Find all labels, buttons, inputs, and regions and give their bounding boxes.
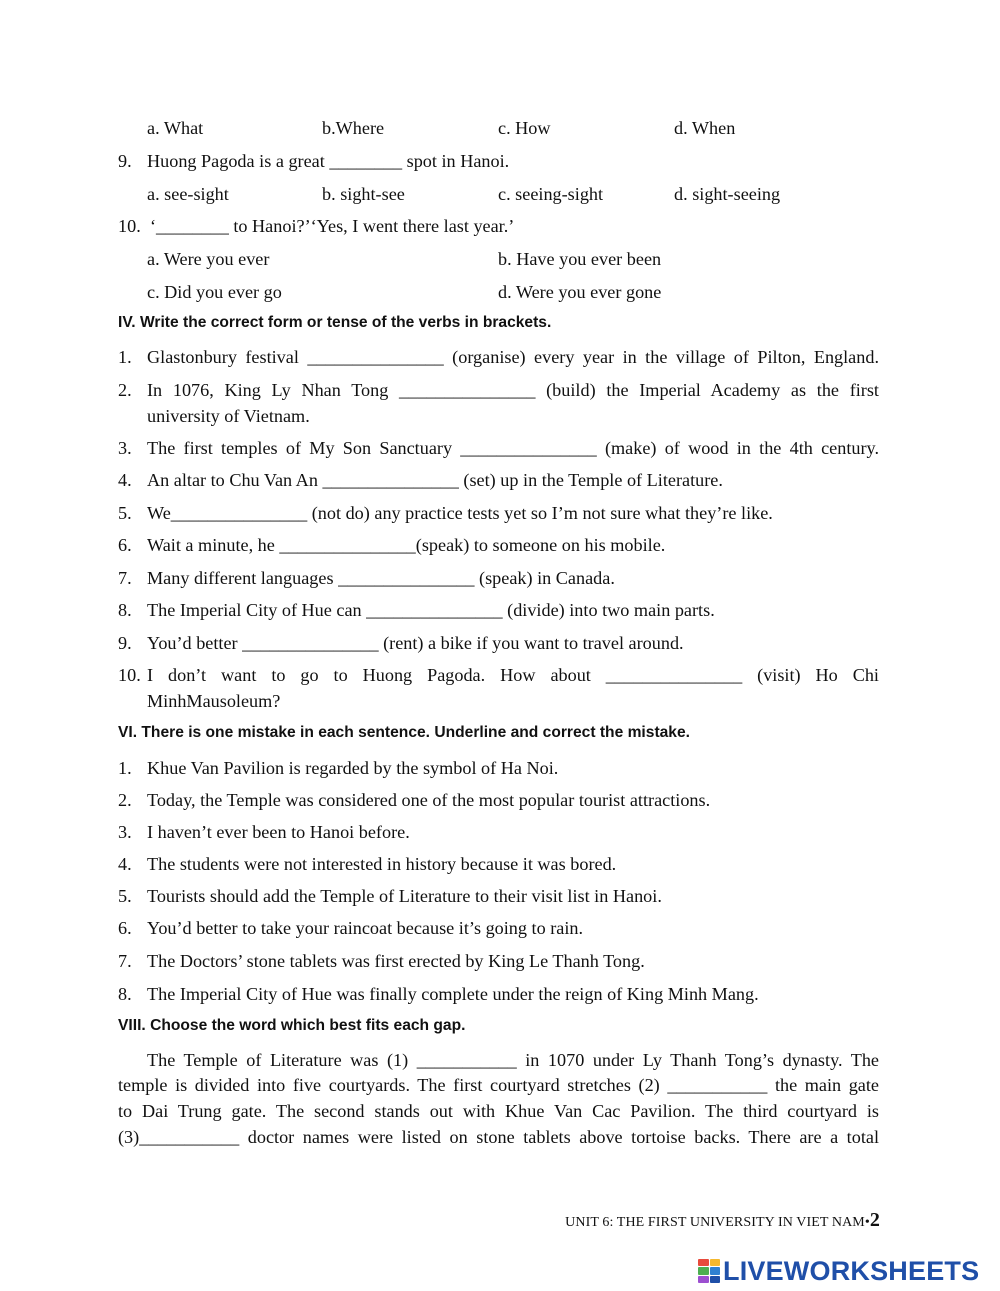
q10-option-d[interactable]: d. Were you ever gone: [498, 282, 662, 302]
s6-item-1-number: 1.: [118, 758, 132, 778]
s6-item-3-number: 3.: [118, 822, 132, 842]
footer-separator: •: [864, 1215, 870, 1230]
s8-passage-line-2: temple is divided into five courtyards. The first courtyard stretches (2) ___________ the main gate: [118, 1075, 879, 1095]
q8-option-c[interactable]: c. How: [498, 118, 551, 138]
q8-option-d[interactable]: d. When: [674, 118, 736, 138]
s4-item-7-number: 7.: [118, 568, 132, 588]
liveworksheets-logo-text: LIVEWORKSHEETS: [723, 1255, 980, 1286]
s4-item-2-line1: In 1076, King Ly Nhan Tong _______________ (build) the Imperial Academy as the first: [147, 380, 879, 400]
page-number: 2: [869, 1209, 880, 1231]
q9-option-b[interactable]: b. sight-see: [322, 184, 405, 204]
q9-number: 9.: [118, 151, 132, 171]
s4-item-6-text: Wait a minute, he _______________(speak) to someone on his mobile.: [147, 535, 666, 555]
s6-item-7-text: The Doctors’ stone tablets was first erected by King Le Thanh Tong.: [147, 951, 645, 971]
s6-item-7-number: 7.: [118, 951, 132, 971]
section-iv-heading: IV. Write the correct form or tense of the verbs in brackets.: [118, 314, 552, 331]
s6-item-1-text: Khue Van Pavilion is regarded by the symbol of Ha Noi.: [147, 758, 559, 778]
s4-item-9-number: 9.: [118, 633, 132, 653]
q9-option-d[interactable]: d. sight-seeing: [674, 184, 781, 204]
s6-item-8-number: 8.: [118, 984, 132, 1004]
q9-option-c[interactable]: c. seeing-sight: [498, 184, 604, 204]
s4-item-2-number: 2.: [118, 380, 132, 400]
s6-item-3-text: I haven’t ever been to Hanoi before.: [147, 822, 410, 842]
q10-text: ‘________ to Hanoi?’‘Yes, I went there last year.’: [150, 216, 515, 236]
s4-item-10-line2: MinhMausoleum?: [147, 691, 281, 711]
s8-passage-line-1: The Temple of Literature was (1) ___________ in 1070 under Ly Thanh Tong’s dynasty. The: [147, 1050, 879, 1070]
footer-unit-title: UNIT 6: THE FIRST UNIVERSITY IN VIET NAM: [565, 1215, 865, 1230]
s8-passage-line-4: (3)___________ doctor names were listed on stone tablets above tortoise backs. There are a total: [118, 1127, 879, 1147]
s6-item-4-text: The students were not interested in history because it was bored.: [147, 854, 617, 874]
s4-item-4-text: An altar to Chu Van An _______________ (set) up in the Temple of Literature.: [147, 470, 723, 490]
s6-item-6-text: You’d better to take your raincoat because it’s going to rain.: [147, 918, 584, 938]
section-vi-heading: VI. There is one mistake in each sentence. Underline and correct the mistake.: [118, 724, 690, 741]
s4-item-3-number: 3.: [118, 438, 132, 458]
s4-item-1-text: Glastonbury festival _______________ (organise) every year in the village of Pilton, England.: [147, 347, 879, 367]
s6-item-5-text: Tourists should add the Temple of Literature to their visit list in Hanoi.: [147, 886, 662, 906]
s6-item-4-number: 4.: [118, 854, 132, 874]
s4-item-10-number: 10.: [118, 665, 141, 685]
q9-text: Huong Pagoda is a great ________ spot in Hanoi.: [147, 151, 510, 171]
q10-option-a[interactable]: a. Were you ever: [147, 249, 270, 269]
s4-item-8-text: The Imperial City of Hue can _______________ (divide) into two main parts.: [147, 600, 715, 620]
q10-option-c[interactable]: c. Did you ever go: [147, 282, 282, 302]
s6-item-2-number: 2.: [118, 790, 132, 810]
q10-number: 10.: [118, 216, 141, 236]
s4-item-8-number: 8.: [118, 600, 132, 620]
section-viii-heading: VIII. Choose the word which best fits each gap.: [118, 1017, 466, 1034]
s6-item-5-number: 5.: [118, 886, 132, 906]
s4-item-1-number: 1.: [118, 347, 132, 367]
s4-item-7-text: Many different languages _______________ (speak) in Canada.: [147, 568, 615, 588]
s6-item-8-text: The Imperial City of Hue was finally complete under the reign of King Minh Mang.: [147, 984, 759, 1004]
q8-option-b[interactable]: b.Where: [322, 118, 385, 138]
s4-item-5-number: 5.: [118, 503, 132, 523]
s4-item-2-line2: university of Vietnam.: [147, 406, 310, 426]
s4-item-3-text: The first temples of My Son Sanctuary _______________ (make) of wood in the 4th century.: [147, 438, 879, 458]
liveworksheets-logo-icon: [698, 1259, 720, 1283]
s6-item-2-text: Today, the Temple was considered one of the most popular tourist attractions.: [147, 790, 711, 810]
q8-option-a[interactable]: a. What: [147, 118, 204, 138]
s6-item-6-number: 6.: [118, 918, 132, 938]
s4-item-4-number: 4.: [118, 470, 132, 490]
q9-option-a[interactable]: a. see-sight: [147, 184, 229, 204]
s4-item-6-number: 6.: [118, 535, 132, 555]
page-footer: [565, 1209, 880, 1232]
liveworksheets-logo[interactable]: [698, 1257, 979, 1285]
s8-passage-line-3: to Dai Trung gate. The second stands out with Khue Van Cac Pavilion. The third courtyard is: [118, 1101, 879, 1121]
s4-item-5-text: We_______________ (not do) any practice tests yet so I’m not sure what they’re like.: [147, 503, 773, 523]
s4-item-9-text: You’d better _______________ (rent) a bike if you want to travel around.: [147, 633, 684, 653]
s4-item-10-line1: I don’t want to go to Huong Pagoda. How about _______________ (visit) Ho Chi: [147, 665, 879, 685]
q10-option-b[interactable]: b. Have you ever been: [498, 249, 662, 269]
